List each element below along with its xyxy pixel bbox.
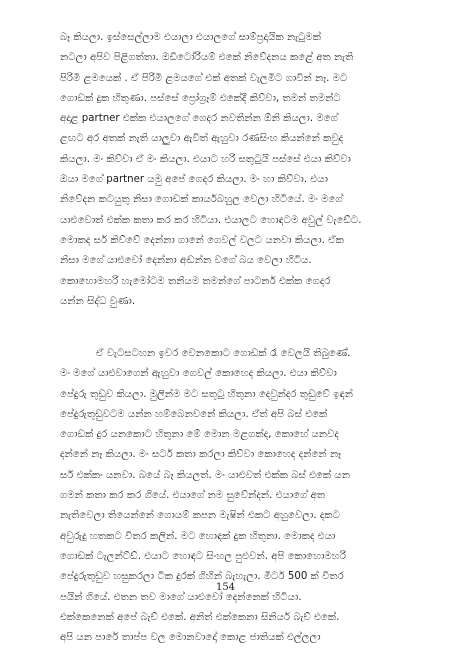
paragraph-line: පිරිමි ළමයෙක් . ඒ පිරිමි ළමයගේ එක් අතක් වැලමිට ගාවින් නෑ. මට [60, 72, 348, 84]
paragraph-line: යාළුවොත් එක්ක කතා කර කර හිටියා. එයාලට හොඳටම අවුල් වැඩේට. [60, 214, 362, 226]
paragraph-line: අදාළ partner එක්ක එයාලගේ ගෙදර නවතින්න ඕනි කියලා. මගේ [60, 113, 338, 125]
paragraph-line: නිවේදන කටයුතු නිසා ගොඩක් කාර්යබහුල වෙලා හිටියේ. මං මගේ [60, 194, 343, 206]
paragraph-2 [60, 344, 390, 648]
paragraph-line: දන්නේ නෑ කියලා. මං සර්ට කතා කරලා කිව්වා කොහෙද දන්නේ නෑ [60, 449, 342, 461]
paragraph-line: නටලා අපිව පිළිගත්තා. ඔඩිටෝරියම් එකේ නිවේදනය කළේ අත නැති [60, 52, 354, 64]
paragraph-line: මං මගේ යාළුවාගෙන් ඇහුවා ගෙවල් කොහෙද කියලා. එයා කිව්වා [60, 368, 337, 380]
paragraph-line: ගොඩක් දුක හිතුණා. පස්සේ ප්‍රෝග්‍රෑම් එකේදී කිව්වා, තමන් තමන්ට [60, 92, 341, 104]
paragraph-line: නිසා මගේ යාළුවෝ දෙන්නා අඬන්න වගේ බය වෙලා හිටිය. [60, 255, 312, 267]
paragraph-line: එක්කෙනෙක් අපේ බැච් එකේ. අනිත් එක්කෙනා සිනියර් බැච් එකේ. [60, 611, 340, 623]
paragraph-line: ළඟට අර අතක් නැති යාලුවා ඇවිත් ඇහුවා රණසිංහ කියන්නේ කවුද [60, 133, 344, 145]
paragraph-line: යන්න සිද්ධ වුණා. [60, 295, 136, 307]
paragraph-line: ඔයා මගේ partner යමු අපේ ගෙදර කියලා. මං හා කිව්වා. එයා [60, 174, 328, 186]
paragraph-line: ගොඩක් ටැලන්ට්ඩ්. එයාට හොඳට සිංහල පුළුවන්. අපි කොහොමහරි [60, 550, 346, 562]
paragraph-line: අවුරුදු හතකට විතර කලින්. මට හොඳක් දුක හිතුනා. මොකද එයා [60, 530, 336, 542]
paragraph-line: නැතිවෙලා තියෙන්නේ ගොයම් කපන මැෂින් එකට අහුවෙලා. දකට [60, 510, 340, 522]
paragraph-line: පේදුරුතුඩුවටම යන්න හම්බෙනවනේ කියලා. ඒත් අපි බස් එකේ [60, 408, 328, 420]
paragraph-1 [60, 28, 390, 312]
paragraph-line: ගමන් කතා කර කර ගියේ. එයාගේ නම සුවේන්දන්. එයාගේ අත [60, 490, 326, 502]
paragraph-line: පේදුරුතුඩුව හසුකරලා ටික දුරක් ගිහින් බැහැලා. මීටර් 500 ක් විතර [60, 571, 344, 583]
paragraph-line: ගොඩක් දුර යනකොට හිතුනා මේ මොන මළගක්ද, කොහේ යනවද [60, 429, 339, 441]
paragraph-line: ඒ වැටසටහන ඉවර වෙනකොට ගොඩක් රෑ වෙලයි තිබුණේ. [96, 348, 351, 359]
page-number: 154 [215, 582, 236, 593]
paragraph-line: බෑ කියලා. ඉස්සෙල්ලාම එයාලා එයාලගේ සාම්ප්‍රදායික නැටුමක් [60, 32, 322, 43]
paragraph-line: මොකද සර් කිව්වේ දෙන්නා ගානේ ගෙවල් වලට යනවා කියලා. ඒක [60, 234, 344, 246]
paragraph-line: අපි යන පාරේ තාප්ප වල මොනවාදෝ කොළ ජාතියක් එල්ලලා [60, 632, 321, 644]
paragraph-line: පයින් ගියේ. එතන තව මාගේ යාළුවෝ දෙන්නෙක් හිටියා. [60, 591, 302, 603]
paragraph-line: කොහොමහරි හැමෝටම තනියම තමන්ගේ පාටනර් එක්ක ගෙදර [60, 275, 331, 287]
paragraph-line: සර් එක්කං යනවා. බයේ බෑ කියලත්. මං යාළුවත් එක්ක බස් එකේ යන [60, 469, 351, 481]
paragraph-line: පේදුරු තුඩුව කියලා. මුලින්ම මට සතුටු හිතුනා දෙවුන්දර තුඩුවේ ඉඳන් [60, 388, 353, 400]
paragraph-line: කියලා. මං කිව්වා ඒ මං කියලා. එයාට හරි සතුටුයි පස්සේ එයා කිව්වා [60, 153, 351, 165]
